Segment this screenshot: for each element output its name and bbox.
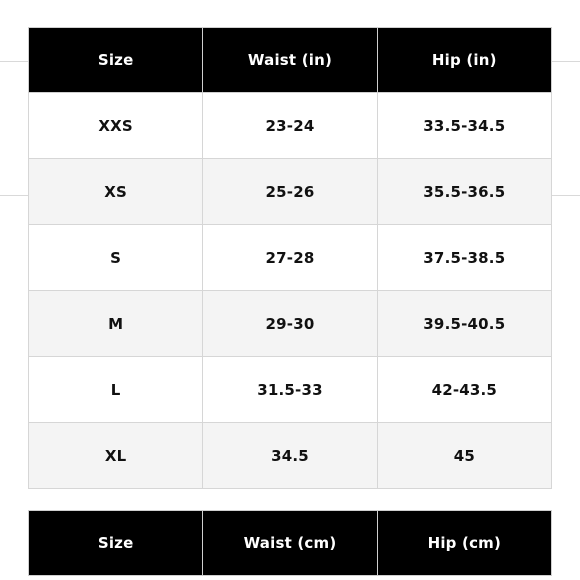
cell-waist: 23-24: [203, 93, 377, 159]
cell-hip: 33.5-34.5: [377, 93, 551, 159]
column-header-size: Size: [29, 511, 203, 576]
cell-hip: 35.5-36.5: [377, 159, 551, 225]
column-header-waist-in: Waist (in): [203, 28, 377, 93]
cell-waist: 29-30: [203, 291, 377, 357]
column-header-waist-cm: Waist (cm): [203, 511, 377, 576]
cell-hip: 39.5-40.5: [377, 291, 551, 357]
divider: [552, 61, 580, 62]
divider: [0, 195, 28, 196]
cell-size: XS: [29, 159, 203, 225]
table-header-row: [29, 28, 552, 93]
cell-size: M: [29, 291, 203, 357]
column-header-hip-cm: Hip (cm): [377, 511, 551, 576]
table-row: [29, 159, 552, 225]
cell-size: XXS: [29, 93, 203, 159]
column-header-hip-in: Hip (in): [377, 28, 551, 93]
cell-waist: 25-26: [203, 159, 377, 225]
size-table-cm: [28, 510, 552, 576]
cell-hip: 37.5-38.5: [377, 225, 551, 291]
cell-hip: 42-43.5: [377, 357, 551, 423]
cell-hip: 45: [377, 423, 551, 489]
size-table-inches: [28, 27, 552, 489]
cell-waist: 31.5-33: [203, 357, 377, 423]
divider: [552, 195, 580, 196]
table-row: [29, 291, 552, 357]
table-header-row: [29, 511, 552, 576]
table-row: [29, 357, 552, 423]
table-row: [29, 423, 552, 489]
cell-size: S: [29, 225, 203, 291]
cell-waist: 27-28: [203, 225, 377, 291]
table-row: [29, 225, 552, 291]
cell-size: XL: [29, 423, 203, 489]
column-header-size: Size: [29, 28, 203, 93]
table-row: [29, 93, 552, 159]
cell-waist: 34.5: [203, 423, 377, 489]
cell-size: L: [29, 357, 203, 423]
divider: [0, 61, 28, 62]
